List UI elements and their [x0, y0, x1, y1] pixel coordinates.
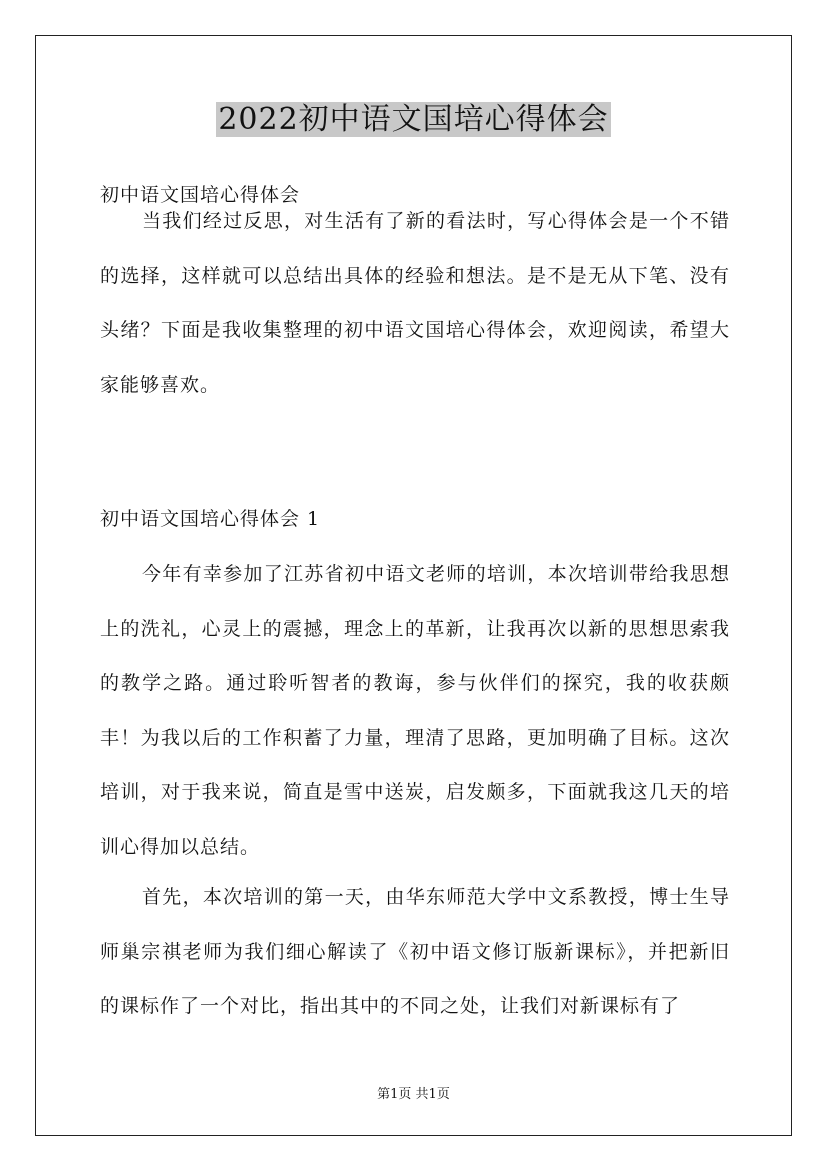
body-paragraph-1: 今年有幸参加了江苏省初中语文老师的培训，本次培训带给我思想上的洗礼，心灵上的震撼，理念上的革新，让我再次以新的思想思索我的教学之路。通过聆听智者的教诲，参与伙伴们的探究，我的收获颇丰！为我以后的工作积蓄了力量，理清了思路，更加明确了目标。这次培训，对于我来说，简直是雪中送炭，启发颇多，下面就我这几天的培训心得加以总结。: [100, 563, 730, 858]
document-title-text: 2022初中语文国培心得体会: [218, 102, 609, 137]
document-title: [0, 100, 827, 140]
document-subtitle: 初中语文国培心得体会: [100, 184, 301, 206]
section-heading: 初中语文国培心得体会 1: [100, 508, 321, 530]
intro-paragraph: 当我们经过反思，对生活有了新的看法时，写心得体会是一个不错的选择，这样就可以总结出具体的经验和想法。是不是无从下笔、没有头绪？下面是我收集整理的初中语文国培心得体会，欢迎阅读，希望大家能够喜欢。: [100, 210, 730, 396]
page-footer: 第1页 共1页: [377, 1087, 450, 1102]
body-paragraph-2: 首先，本次培训的第一天，由华东师范大学中文系教授，博士生导师巢宗祺老师为我们细心解读了《初中语文修订版新课标》，并把新旧的课标作了一个对比，指出其中的不同之处，让我们对新课标有了: [100, 886, 730, 1017]
